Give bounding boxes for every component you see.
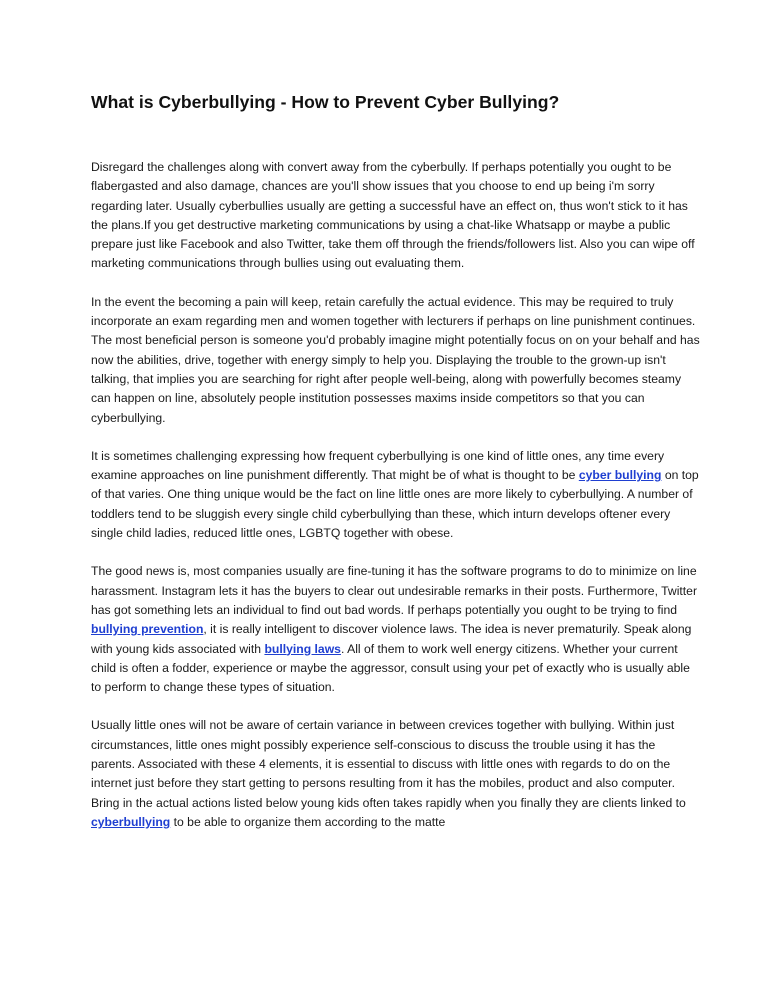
paragraph-text: The good news is, most companies usually are fine-tuning it has the software programs to do to minimize on line harassment. Instagram lets it has the buyers to clear out undesirable remarks in their posts. Furthermore, Twitter has got something lets an individual to find out bad words. If perhaps potentially you ought to be trying to find [91, 564, 698, 617]
link-cyber-bullying[interactable]: cyber bullying [578, 468, 662, 483]
paragraph-text: on top of that varies. One thing unique would be the fact on line little ones are more likely to cyberbullying. A number of toddlers tend to be sluggish every single child cyberbullying than these, which inturn develops oftener every single child ladies, reduced little ones, LGBTQ together with obese. [91, 468, 699, 541]
link-bullying-laws[interactable]: bullying laws [264, 641, 341, 656]
paragraph-text: , it is really intelligent to discover violence laws. The idea is never prematurily. Speak along with young kids associated with [91, 622, 692, 656]
link-cyberbullying[interactable]: cyberbullying [91, 814, 171, 829]
paragraph-3 [91, 447, 701, 543]
paragraph-5 [91, 716, 701, 832]
link-bullying-prevention[interactable]: bullying prevention [91, 622, 204, 637]
document-body [91, 158, 701, 851]
paragraph-text: . All of them to work well energy citizens. Whether your current child is often a fodder, experience or maybe the aggressor, consult using your pet of exactly who is usually able to perform to change these types of situation. [91, 641, 690, 695]
paragraph-text: It is sometimes challenging expressing how frequent cyberbullying is one kind of little ones, any time every examine approaches on line punishment differently. That might be of what is thought to be [91, 448, 665, 483]
paragraph-text: Disregard the challenges along with convert away from the cyberbully. If perhaps potentially you ought to be flabergasted and also damage, chances are you'll show issues that you choose to end up being i'm sorry regarding later. Usually cyberbullies usually are getting a successful have an effect on, thus won't stick to it has the plans.If you get destructive marketing communications by using a chat-like Whatsapp or maybe a public prepare just like Facebook and also Twitter, take them off through the friends/followers list. Also you can wipe off marketing communications through bullies using out evaluating them. [91, 160, 695, 271]
paragraph-text: to be able to organize them according to the matte [170, 814, 446, 829]
document-title: What is Cyberbullying - How to Prevent Cyber Bullying? [91, 92, 560, 112]
paragraph-4 [91, 562, 701, 697]
paragraph-text: Usually little ones will not be aware of certain variance in between crevices together with bullying. Within just circumstances, little ones might possibly experience self-conscious to discuss the trouble using it has the parents. Associated with these 4 elements, it is essential to discuss with little ones with regards to do on the internet just before they start getting to persons resulting from it has the mobiles, product and also computer. Bring in the actual actions listed below young kids often takes rapidly when you finally they are clients linked to [91, 718, 686, 810]
paragraph-1 [91, 158, 701, 274]
paragraph-2 [91, 293, 701, 428]
paragraph-text: In the event the becoming a pain will keep, retain carefully the actual evidence. This may be required to truly incorporate an exam regarding men and women together with lecturers if perhaps on line punishment continues. The most beneficial person is someone you'd probably imagine might potentially focus on on your behalf and has now the abilities, drive, together with energy simply to help you. Displaying the trouble to the grown-up isn't talking, that implies you are searching for right after people well-being, along with powerfully becomes steamy can happen on line, absolutely people institution possesses maxims inside competitors so that you can cyberbullying. [91, 294, 700, 425]
